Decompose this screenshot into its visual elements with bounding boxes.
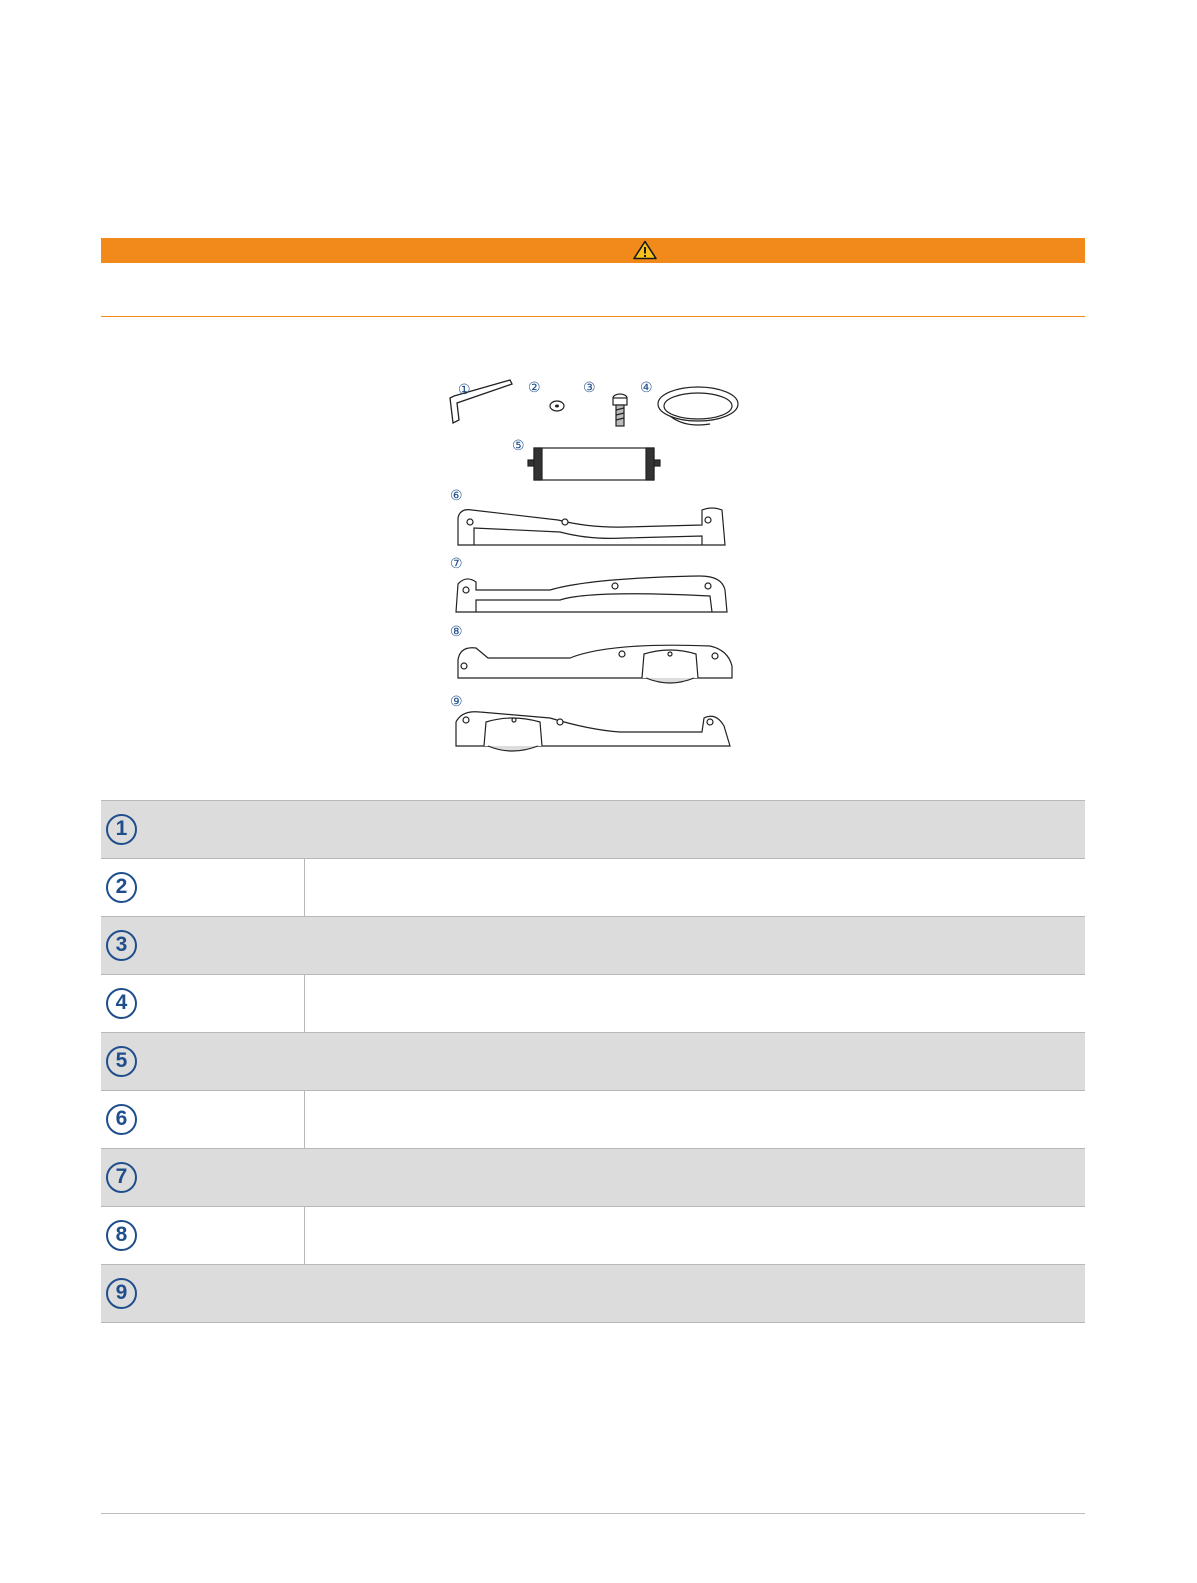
figure-callout-8: ⑧ <box>450 623 463 639</box>
callout-badge: 2 <box>106 872 137 903</box>
table-cell-number <box>101 1149 1085 1207</box>
warning-divider <box>101 316 1085 317</box>
parts-table <box>101 800 1085 1323</box>
table-row <box>101 1149 1085 1207</box>
callout-badge: 1 <box>106 814 137 845</box>
figure-callout-2: ② <box>528 379 541 395</box>
table-row <box>101 1033 1085 1091</box>
table-row <box>101 975 1085 1033</box>
parts-illustration <box>440 370 750 760</box>
callout-badge: 5 <box>106 1046 137 1077</box>
table-cell-description <box>305 975 1086 1033</box>
table-cell-number <box>101 975 305 1033</box>
table-cell-number <box>101 1207 305 1265</box>
washer-illustration <box>550 401 564 411</box>
figure-callout-4: ④ <box>640 379 653 395</box>
table-cell-description <box>305 1091 1086 1149</box>
footer-divider <box>101 1513 1085 1514</box>
figure-callout-7: ⑦ <box>450 555 463 571</box>
table-cell-number <box>101 801 1085 859</box>
warning-banner <box>101 238 1085 263</box>
callout-badge: 9 <box>106 1278 137 1309</box>
table-cell-description <box>305 859 1086 917</box>
cable-illustration <box>658 387 738 425</box>
screw-illustration <box>613 394 627 426</box>
figure-callout-9: ⑨ <box>450 693 463 709</box>
table-row <box>101 859 1085 917</box>
callout-badge: 3 <box>106 930 137 961</box>
table-cell-number <box>101 1033 1085 1091</box>
callout-badge: 4 <box>106 988 137 1019</box>
table-row <box>101 1207 1085 1265</box>
frame-rail-7-illustration <box>456 576 727 612</box>
frame-rail-9-illustration <box>456 712 730 751</box>
figure-callout-3: ③ <box>583 379 596 395</box>
figure-callout-6: ⑥ <box>450 487 463 503</box>
roller-illustration <box>528 448 660 480</box>
callout-badge: 7 <box>106 1162 137 1193</box>
table-cell-number <box>101 917 1085 975</box>
callout-badge: 8 <box>106 1220 137 1251</box>
figure-callout-5: ⑤ <box>512 437 525 453</box>
table-cell-number <box>101 859 305 917</box>
table-cell-description <box>305 1207 1086 1265</box>
table-row <box>101 917 1085 975</box>
table-cell-number <box>101 1265 1085 1323</box>
callout-badge: 6 <box>106 1104 137 1135</box>
table-row <box>101 1265 1085 1323</box>
table-cell-number <box>101 1091 305 1149</box>
frame-rail-8-illustration <box>458 645 732 683</box>
table-row <box>101 801 1085 859</box>
table-row <box>101 1091 1085 1149</box>
warning-triangle-icon <box>633 240 657 260</box>
frame-rail-6-illustration <box>458 508 725 545</box>
figure-callout-1: ① <box>458 381 471 397</box>
